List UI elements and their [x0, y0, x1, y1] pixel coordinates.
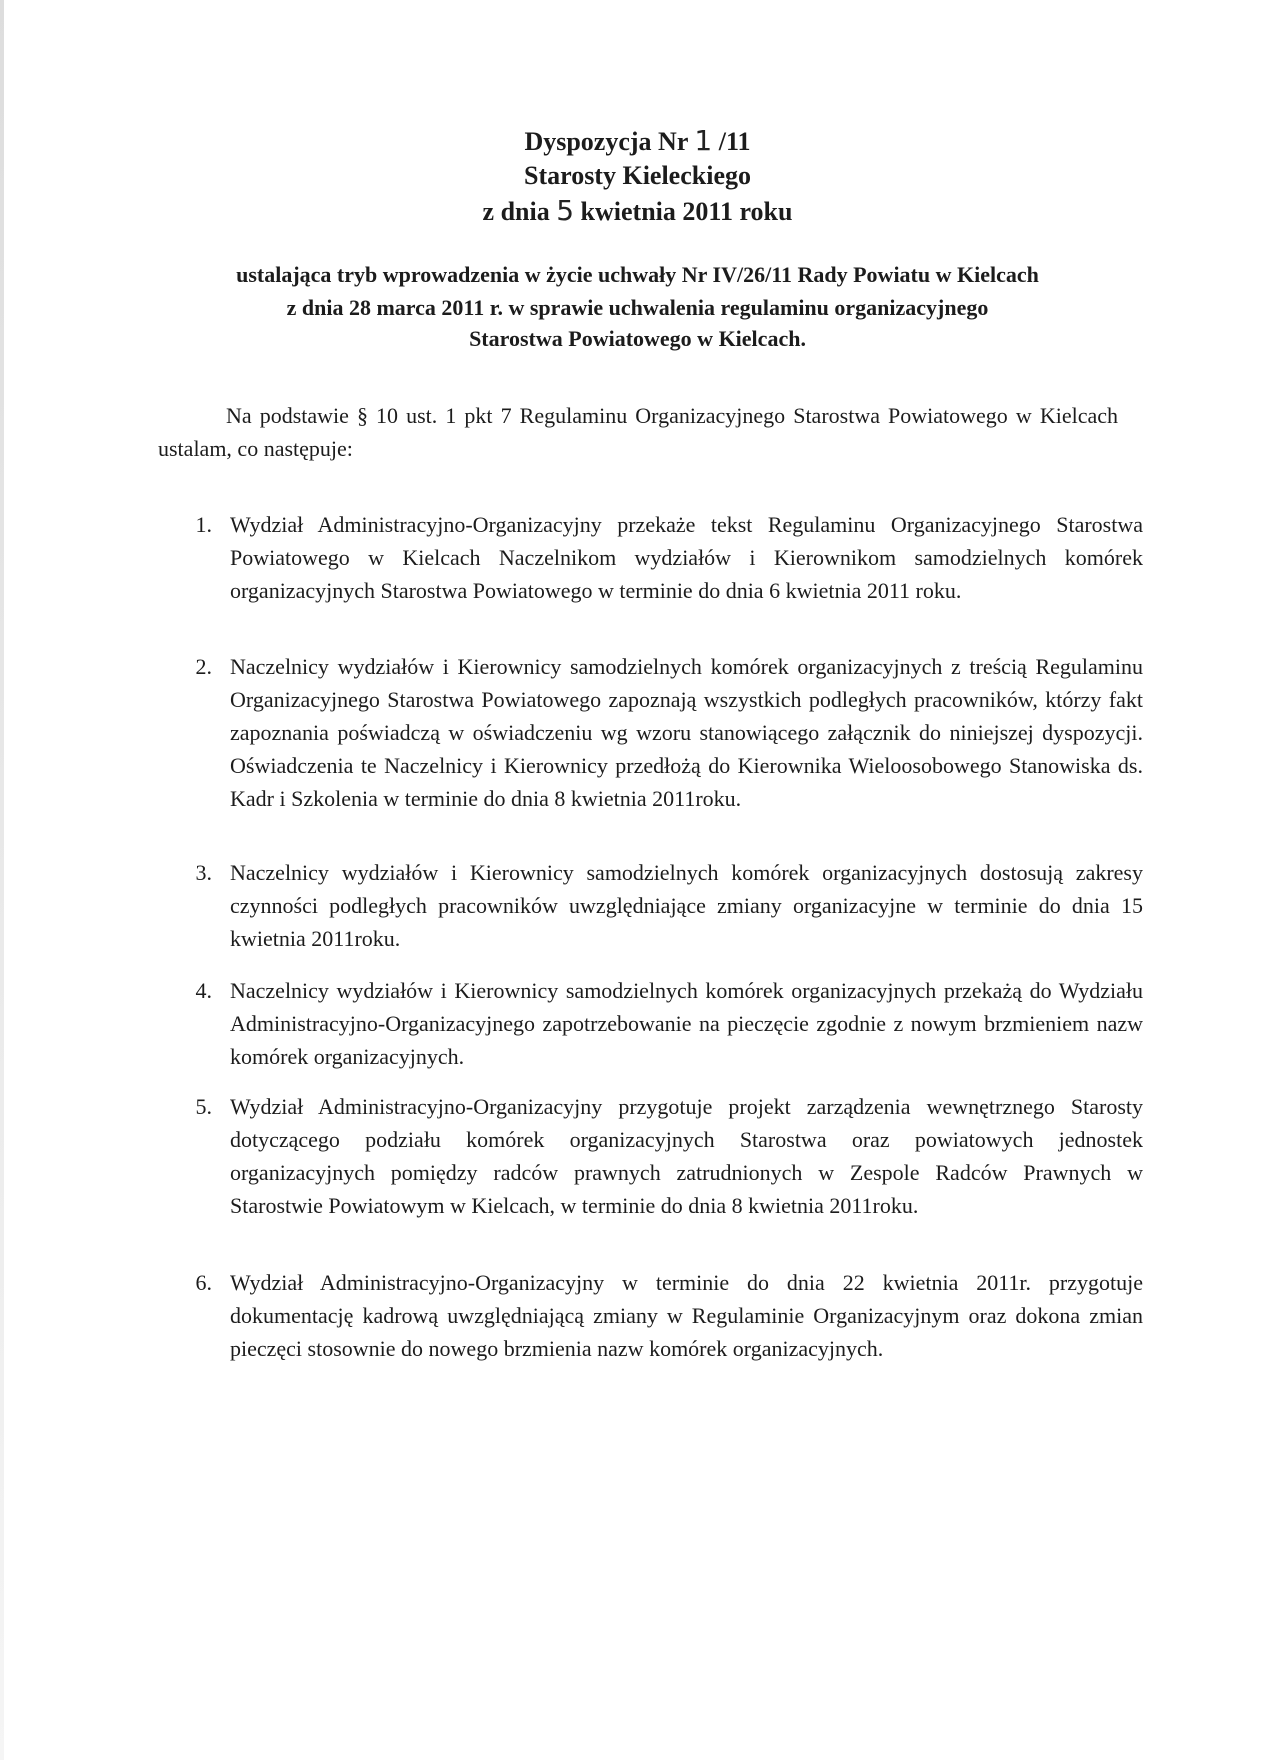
- list-item: [178, 1090, 1143, 1222]
- list-item: [178, 508, 1143, 607]
- subject-line-3: Starostwa Powiatowego w Kielcach.: [469, 326, 806, 351]
- item-number: 4.: [195, 978, 212, 1003]
- item-text: Naczelnicy wydziałów i Kierownicy samodzielnych komórek organizacyjnych dostosują zakresy czynności podległych pracowników uwzględniające zmiany organizacyjne w terminie do dnia 15 kwietnia 2011roku.: [230, 860, 1143, 951]
- subject-line-2: z dnia 28 marca 2011 r. w sprawie uchwalenia regulaminu organizacyjnego: [286, 295, 989, 320]
- list-item: [178, 650, 1143, 815]
- list-item: [178, 856, 1143, 955]
- document-issuer: Starosty Kieleckiego: [524, 161, 751, 190]
- item-number: 6.: [195, 1270, 212, 1295]
- document-title: Dyspozycja Nr 1 /11: [524, 124, 751, 157]
- item-text: Naczelnicy wydziałów i Kierownicy samodzielnych komórek organizacyjnych z treścią Regulaminu Organizacyjnego Starostwa Powiatowego zapoznają wszystkich podległych pracowników, którzy fakt zapoznania poświadczą w oświadczeniu wg wzoru stanowiącego załącznik do niniejszej dyspozycji. Oświadczenia te Naczelnicy i Kierownicy przedłożą do Kierownika Wieloosobowego Stanowiska ds. Kadr i Szkolenia w terminie do dnia 8 kwietnia 2011roku.: [230, 654, 1143, 811]
- handwritten-day: 5: [556, 194, 575, 227]
- item-text: Wydział Administracyjno-Organizacyjny w terminie do dnia 22 kwietnia 2011r. przygotuje dokumentację kadrową uwzględniającą zmiany w Regulaminie Organizacyjnym oraz dokona zmian pieczęci stosownie do nowego brzmienia nazw komórek organizacyjnych.: [230, 1270, 1143, 1361]
- subject-line-1: ustalająca tryb wprowadzenia w życie uchwały Nr IV/26/11 Rady Powiatu w Kielcach: [236, 262, 1039, 287]
- intro-paragraph: Na podstawie § 10 ust. 1 pkt 7 Regulaminu Organizacyjnego Starostwa Powiatowego w Kielcach ustalam, co następuje:: [158, 403, 1118, 461]
- scan-edge: [0, 0, 4, 1760]
- document-date: z dnia 5 kwietnia 2011 roku: [482, 194, 793, 227]
- item-number: 1.: [195, 512, 212, 537]
- item-text: Wydział Administracyjno-Organizacyjny przekaże tekst Regulaminu Organizacyjnego Starostwa Powiatowego w Kielcach Naczelnikom wydziałów i Kierownikom samodzielnych komórek organizacyjnych Starostwa Powiatowego w terminie do dnia 6 kwietnia 2011 roku.: [230, 512, 1143, 603]
- item-text: Naczelnicy wydziałów i Kierownicy samodzielnych komórek organizacyjnych przekażą do Wydziału Administracyjno-Organizacyjnego zapotrzebowanie na pieczęcie zgodnie z nowym brzmieniem nazw komórek organizacyjnych.: [230, 978, 1143, 1069]
- list-item: [178, 1266, 1143, 1365]
- handwritten-number: 1: [694, 124, 713, 157]
- item-number: 3.: [195, 860, 212, 885]
- list-item: [178, 974, 1143, 1073]
- item-number: 2.: [195, 654, 212, 679]
- item-text: Wydział Administracyjno-Organizacyjny przygotuje projekt zarządzenia wewnętrznego Starosty dotyczącego podziału komórek organizacyjnych Starostwa oraz powiatowych jednostek organizacyjnych pomiędzy radców prawnych zatrudnionych w Zespole Radców Prawnych w Starostwie Powiatowym w Kielcach, w terminie do dnia 8 kwietnia 2011roku.: [230, 1094, 1143, 1218]
- item-number: 5.: [195, 1094, 212, 1119]
